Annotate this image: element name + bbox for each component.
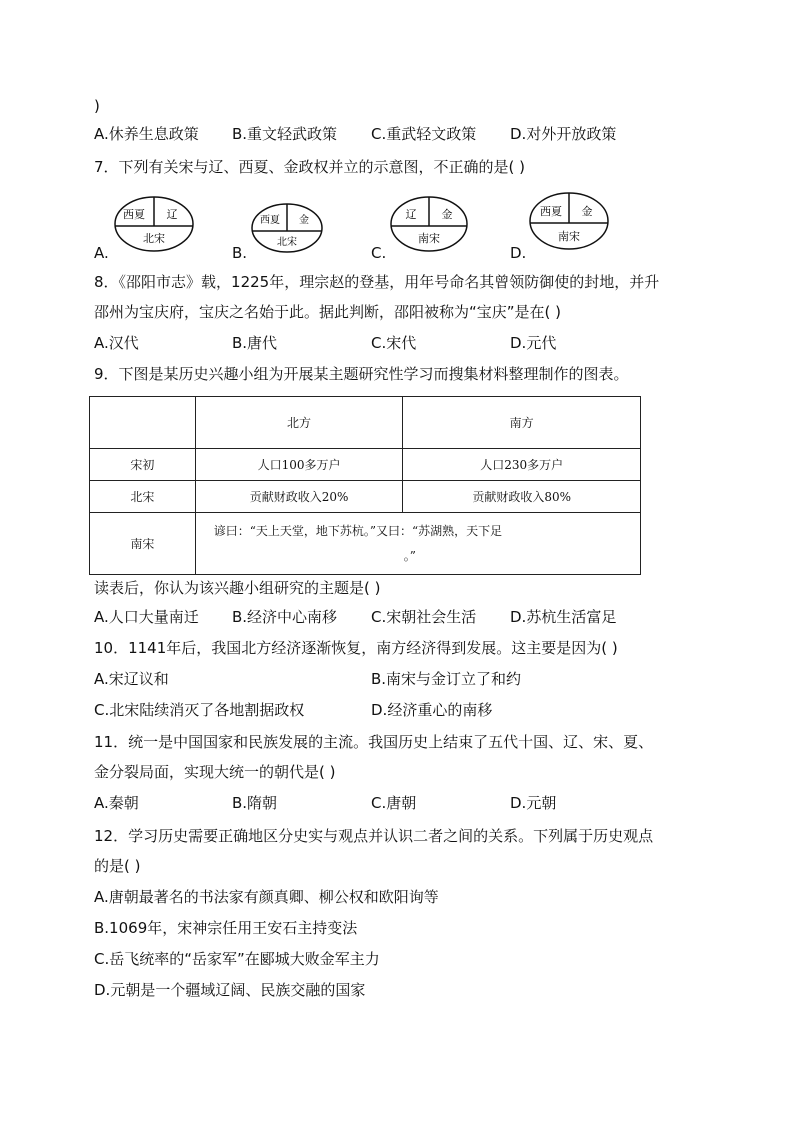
table-row-label: 南宋	[90, 513, 196, 575]
q7-option-c-diagram	[388, 193, 470, 255]
q7-option-a-top-right: 辽	[166, 208, 178, 221]
table-cell-north: 人口100多万户	[195, 449, 403, 481]
q10-option-d: D.经济重心的南移	[371, 701, 493, 719]
q6-option-c: C.重武轻文政策	[371, 125, 477, 143]
q7-option-b-letter: B.	[232, 244, 248, 262]
q12-option-b: B.1069年，宋神宗任用王安石主持变法	[94, 919, 358, 937]
table-merged-line1: 谚曰：“天上天堂，地下苏杭。”又曰：“苏湖熟，天下足	[213, 523, 503, 538]
q11-option-d: D.元朝	[510, 794, 557, 812]
q7-option-b-top-right: 金	[299, 215, 309, 226]
q7-option-a-top-left: 西夏	[123, 208, 145, 221]
q6-stem-tail: )	[94, 97, 100, 115]
q6-option-a: A.休养生息政策	[94, 125, 199, 143]
q7-option-b-bottom: 北宋	[277, 237, 297, 248]
q6-option-d: D.对外开放政策	[510, 125, 617, 143]
q9-option-c: C.宋朝社会生活	[371, 608, 477, 626]
q7-option-c-top-left: 辽	[405, 208, 417, 221]
q9-option-b: B.经济中心南移	[232, 608, 338, 626]
q10-option-a: A.宋辽议和	[94, 670, 169, 688]
q11-option-c: C.唐朝	[371, 794, 417, 812]
q7-option-c-letter: C.	[371, 244, 387, 262]
table-merged-cell	[195, 513, 640, 575]
q12-option-c: C.岳飞统率的“岳家军”在郾城大败金军主力	[94, 950, 380, 968]
q9-stem: 9．下图是某历史兴趣小组为开展某主题研究性学习而搜集材料整理制作的图表。	[94, 365, 629, 383]
q7-option-d-top-left: 西夏	[540, 205, 562, 218]
table-cell-south: 人口230多万户	[403, 449, 641, 481]
q8-stem-line1: 8．《邵阳市志》载，1225年，理宗赵的登基，用年号命名其曾领防御使的封地，并升	[94, 273, 660, 291]
q7-option-b-diagram	[249, 201, 325, 255]
table-header-north: 北方	[195, 397, 403, 449]
q9-option-a: A.人口大量南迁	[94, 608, 199, 626]
q9-option-d: D.苏杭生活富足	[510, 608, 617, 626]
q6-option-b: B.重文轻武政策	[232, 125, 338, 143]
table-row	[90, 449, 641, 481]
q11-stem-line1: 11．统一是中国国家和民族发展的主流。我国历史上结束了五代十国、辽、宋、夏、	[94, 733, 654, 751]
q7-option-b-top-left: 西夏	[260, 215, 280, 226]
q8-stem-line2: 邵州为宝庆府，宝庆之名始于此。据此判断，邵阳被称为“宝庆”是在( )	[94, 303, 562, 321]
q11-option-a: A.秦朝	[94, 794, 139, 812]
q7-option-c-bottom: 南宋	[418, 232, 440, 245]
q12-stem-line2: 的是( )	[94, 857, 141, 875]
q9-after-text: 读表后，你认为该兴趣小组研究的主题是( )	[94, 579, 381, 597]
table-cell-south: 贡献财政收入80%	[403, 481, 641, 513]
q7-option-d-diagram	[527, 189, 611, 253]
q9-data-table	[89, 396, 641, 575]
table-header-south: 南方	[403, 397, 641, 449]
table-row	[90, 481, 641, 513]
q10-stem: 10．1141年后，我国北方经济逐渐恢复，南方经济得到发展。这主要是因为( )	[94, 639, 618, 657]
table-row-label: 宋初	[90, 449, 196, 481]
q12-option-a: A.唐朝最著名的书法家有颜真卿、柳公权和欧阳询等	[94, 888, 439, 906]
q11-option-b: B.隋朝	[232, 794, 278, 812]
table-row	[90, 513, 641, 575]
table-merged-line2: 。”	[403, 548, 416, 563]
q8-option-c: C.宋代	[371, 334, 417, 352]
q10-option-b: B.南宋与金订立了和约	[371, 670, 522, 688]
q7-stem: 7．下列有关宋与辽、西夏、金政权并立的示意图，不正确的是( )	[94, 158, 526, 176]
q11-stem-line2: 金分裂局面，实现大统一的朝代是( )	[94, 763, 336, 781]
q7-option-a-letter: A.	[94, 244, 109, 262]
q7-option-c-top-right: 金	[441, 208, 453, 221]
table-row-label: 北宋	[90, 481, 196, 513]
q7-option-d-top-right: 金	[581, 205, 593, 218]
q7-option-a-bottom: 北宋	[143, 232, 165, 245]
q10-option-c: C.北宋陆续消灭了各地割据政权	[94, 701, 305, 719]
q7-option-d-letter: D.	[510, 244, 527, 262]
q8-option-a: A.汉代	[94, 334, 139, 352]
q12-option-d: D.元朝是一个疆域辽阔、民族交融的国家	[94, 981, 366, 999]
q7-option-d-bottom: 南宋	[558, 230, 580, 243]
q8-option-b: B.唐代	[232, 334, 278, 352]
q12-stem-line1: 12．学习历史需要正确地区分史实与观点并认识二者之间的关系。下列属于历史观点	[94, 827, 654, 845]
table-cell-north: 贡献财政收入20%	[195, 481, 403, 513]
q7-option-a-diagram	[112, 193, 196, 255]
table-header-corner	[90, 397, 196, 449]
table-header-row	[90, 397, 641, 449]
q8-option-d: D.元代	[510, 334, 557, 352]
